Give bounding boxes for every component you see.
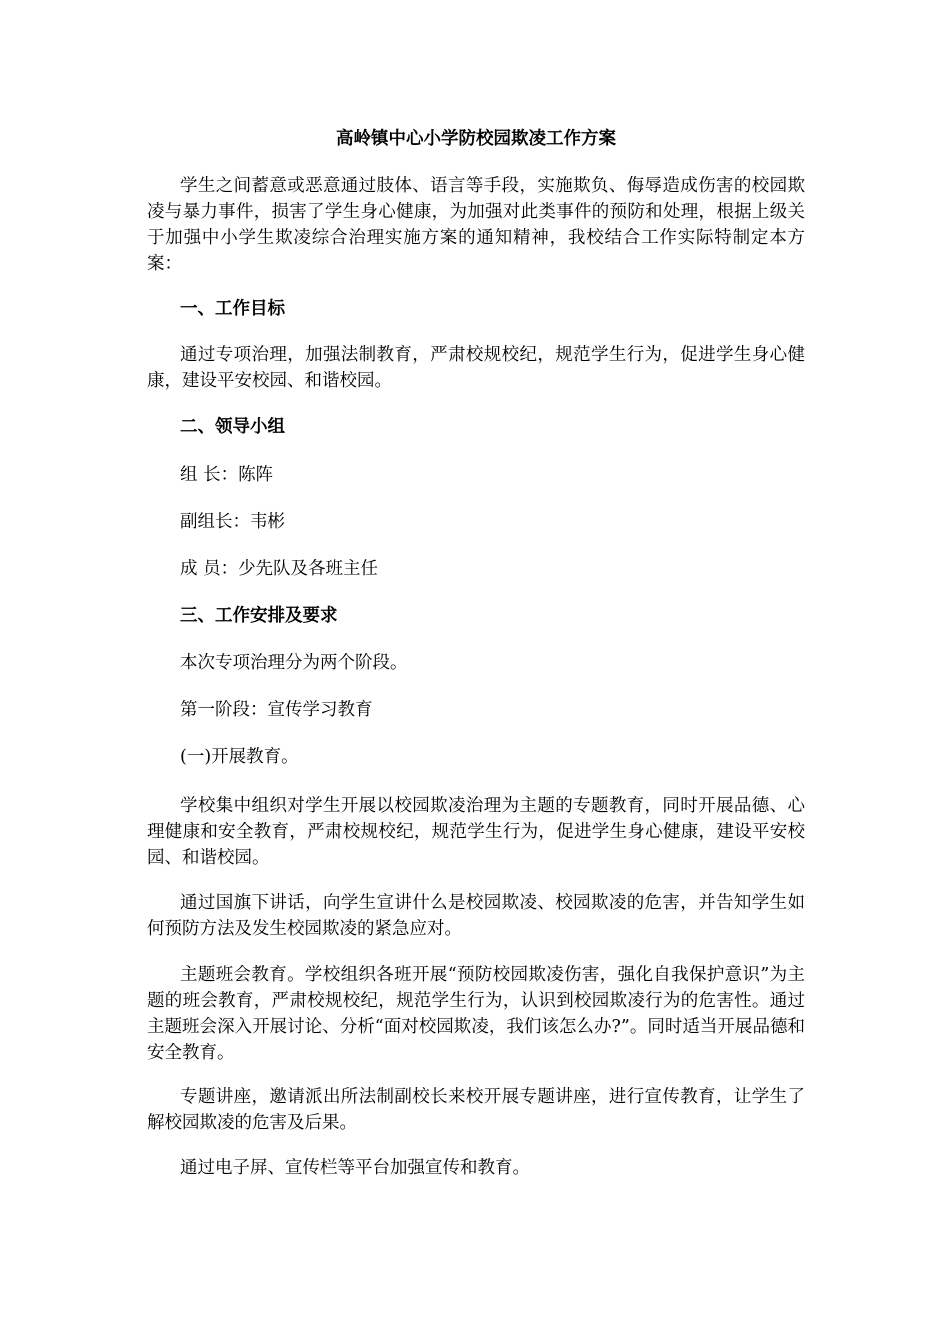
education-paragraph: 学校集中组织对学生开展以校园欺凌治理为主题的专题教育，同时开展品德、心理健康和安全教育，严肃校规校纪，规范学生行为，促进学生身心健康，建设平安校园、和谐校园。 [147, 796, 805, 868]
class-meeting-paragraph: 主题班会教育。学校组织各班开展“预防校园欺凌伤害，强化自我保护意识”为主题的班会教育，严肃校规校纪，规范学生行为，认识到校园欺凌行为的危害性。通过主题班会深入开展讨论、分析“面对校园欺凌，我们该怎么办?”。同时适当开展品德和安全教育。 [147, 965, 805, 1063]
members-line: 成 员：少先队及各班主任 [180, 559, 379, 579]
section-heading-arrangements: 三、工作安排及要求 [180, 606, 338, 626]
stages-line: 本次专项治理分为两个阶段。 [180, 653, 408, 673]
lecture-paragraph: 专题讲座，邀请派出所法制副校长来校开展专题讲座，进行宣传教育，让学生了解校园欺凌的危害及后果。 [147, 1087, 805, 1133]
item1-line: (一)开展教育。 [180, 747, 299, 767]
flag-speech-paragraph: 通过国旗下讲话，向学生宣讲什么是校园欺凌、校园欺凌的危害，并告知学生如何预防方法及发生校园欺凌的紧急应对。 [147, 893, 805, 939]
intro-paragraph: 学生之间蓄意或恶意通过肢体、语言等手段，实施欺负、侮辱造成伤害的校园欺凌与暴力事件，损害了学生身心健康，为加强对此类事件的预防和处理，根据上级关于加强中小学生欺凌综合治理实施方案的通知精神，我校结合工作实际特制定本方案： [147, 176, 805, 274]
section-heading-leadership: 二、领导小组 [180, 417, 285, 437]
section-heading-goals: 一、工作目标 [180, 299, 285, 319]
publicity-line: 通过电子屏、宣传栏等平台加强宣传和教育。 [180, 1158, 530, 1178]
stage1-line: 第一阶段：宣传学习教育 [180, 700, 373, 720]
document-title: 高岭镇中心小学防校园欺凌工作方案 [336, 129, 616, 149]
deputy-leader-line: 副组长：韦彬 [180, 512, 285, 532]
goals-paragraph: 通过专项治理，加强法制教育，严肃校规校纪，规范学生行为，促进学生身心健康，建设平安校园、和谐校园。 [147, 345, 805, 391]
leader-line: 组 长：陈阵 [180, 465, 274, 485]
